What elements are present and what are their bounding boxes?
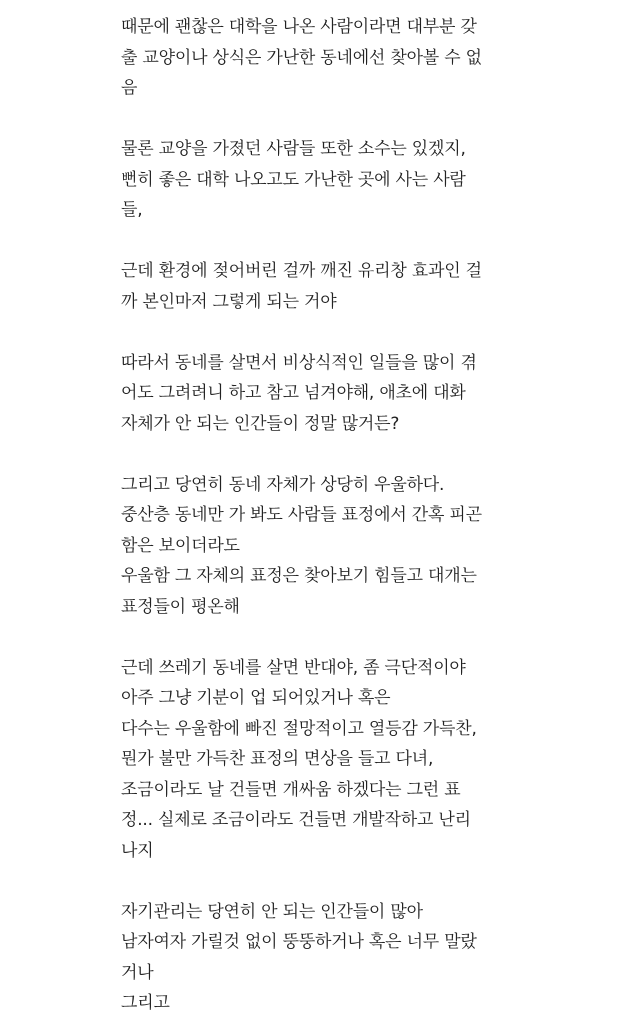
article-text <box>121 12 521 1024</box>
text-line: 그리고 당연히 동네 자체가 상당히 우울하다. <box>121 474 445 495</box>
text-line: 그리고 <box>121 993 170 1013</box>
text-line: 정... 실제로 조금이라도 건들면 개발작하고 난리 <box>121 810 471 830</box>
paragraph <box>121 256 521 317</box>
text-line: 다수는 우울함에 빠진 절망적이고 열등감 가득찬, <box>121 718 477 739</box>
text-line: 어도 그려려니 하고 참고 넘겨야해, 애초에 대화 <box>121 383 466 403</box>
text-line: 까 본인마저 그렇게 되는 거야 <box>121 291 337 312</box>
text-line: 표정들이 평온해 <box>121 596 240 617</box>
text-line: 조금이라도 날 건들면 개싸움 하겠다는 그런 표 <box>121 779 461 800</box>
text-line: 남자여자 가릴것 없이 뚱뚱하거나 혹은 너무 말랐 <box>121 932 477 952</box>
text-line: 나지 <box>121 840 154 861</box>
text-line: 자체가 안 되는 인간들이 정말 많거든? <box>121 413 400 434</box>
text-line: 음 <box>121 78 138 98</box>
paragraph <box>121 12 521 104</box>
text-line: 근데 환경에 젖어버린 걸까 깨진 유리창 효과인 걸 <box>121 261 482 281</box>
text-line: 거나 <box>121 962 154 983</box>
text-line: 아주 그냥 기분이 업 되어있거나 혹은 <box>121 688 391 708</box>
paragraph <box>121 134 521 226</box>
text-line: 출 교양이나 상식은 가난한 동네에선 찾아볼 수 없 <box>121 47 482 68</box>
paragraph <box>121 653 521 867</box>
paragraph <box>121 470 521 623</box>
text-line: 중산층 동네만 가 봐도 사람들 표정에서 간혹 피곤 <box>121 505 482 525</box>
paragraph <box>121 348 521 440</box>
text-line: 뻔히 좋은 대학 나오고도 가난한 곳에 사는 사람 <box>121 169 466 190</box>
text-line: 들, <box>121 200 143 220</box>
text-line: 자기관리는 당연히 안 되는 인간들이 많아 <box>121 901 423 922</box>
text-line: 물론 교양을 가졌던 사람들 또한 소수는 있겠지, <box>121 139 466 159</box>
text-line: 따라서 동네를 살면서 비상식적인 일들을 많이 겪 <box>121 352 477 373</box>
text-line: 뭔가 불만 가득찬 표정의 면상을 들고 다녀, <box>121 749 434 769</box>
text-line: 함은 보이더라도 <box>121 535 240 556</box>
paragraph <box>121 897 521 1019</box>
text-line: 근데 쓰레기 동네를 살면 반대야, 좀 극단적이야 <box>121 657 466 678</box>
text-line: 때문에 괜찮은 대학을 나온 사람이라면 대부분 갖 <box>121 17 477 37</box>
text-line: 우울함 그 자체의 표정은 찾아보기 힘들고 대개는 <box>121 566 477 586</box>
